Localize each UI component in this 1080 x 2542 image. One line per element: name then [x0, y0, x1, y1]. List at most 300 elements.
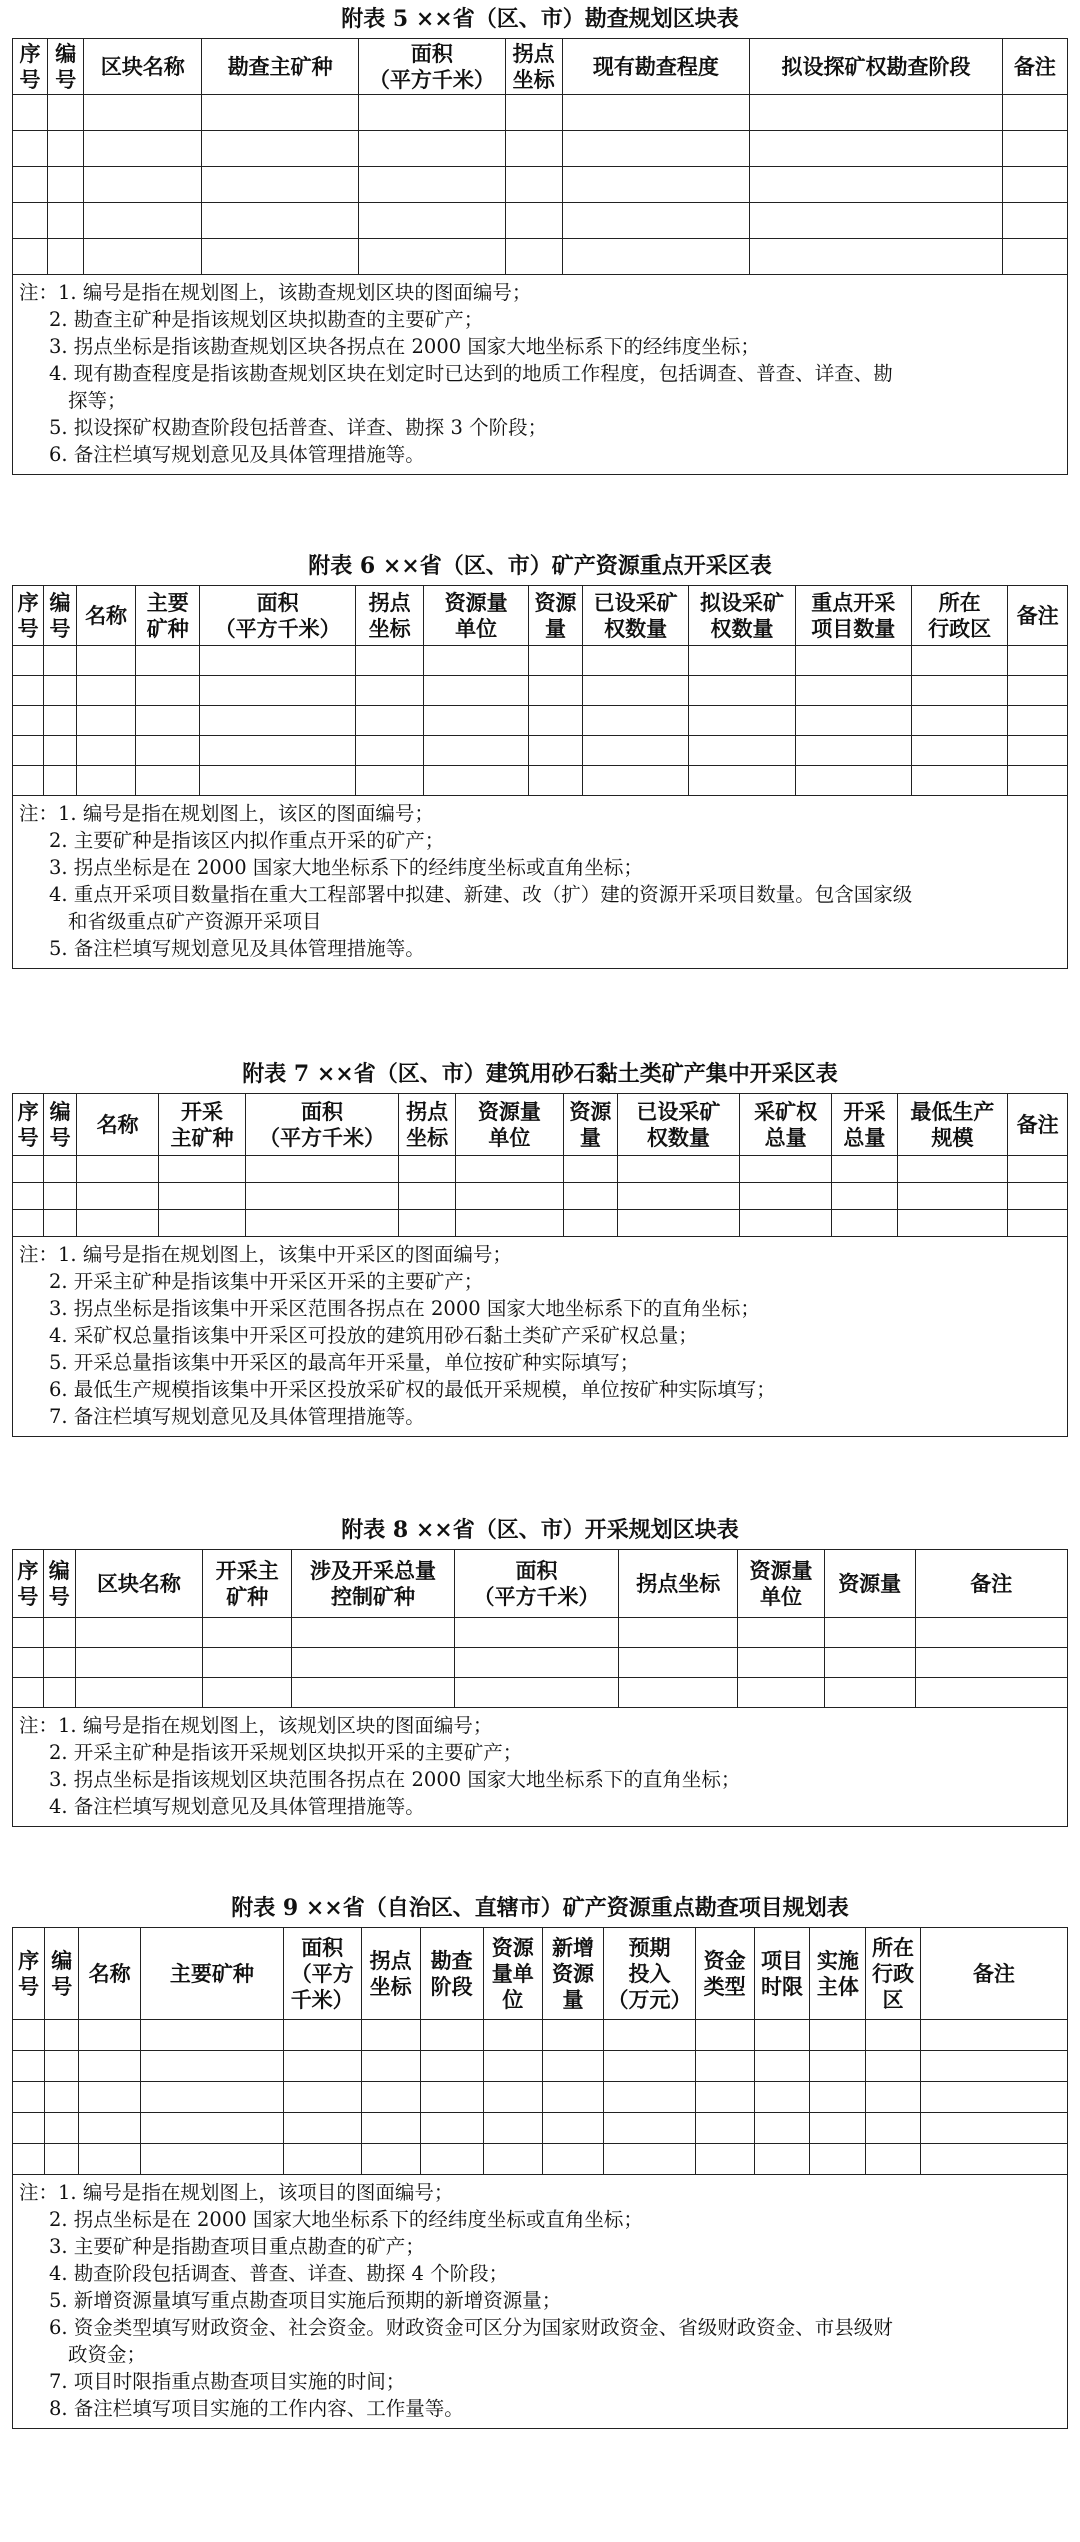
note-line: [19, 279, 1061, 306]
table-cell[interactable]: [420, 2144, 483, 2175]
table-cell[interactable]: [44, 646, 77, 676]
table-cell[interactable]: [44, 706, 77, 736]
table-cell[interactable]: [529, 676, 583, 706]
table-cell[interactable]: [582, 766, 688, 796]
table-row: [13, 1618, 1068, 1648]
table-cell[interactable]: [897, 1183, 1008, 1210]
table-cell[interactable]: [750, 167, 1003, 203]
table-cell[interactable]: [1008, 736, 1068, 766]
table-cell[interactable]: [140, 2113, 283, 2144]
table-cell[interactable]: [44, 1210, 77, 1237]
table-cell[interactable]: [754, 2020, 810, 2051]
table-cell[interactable]: [1002, 203, 1067, 239]
table-title: 附表 7 ××省（区、市）建筑用砂石黏土类矿产集中开采区表: [242, 1061, 838, 1087]
table-cell[interactable]: [76, 736, 136, 766]
note-text: 3. 拐点坐标是指该勘查规划区块各拐点在 2000 国家大地坐标系下的经纬度坐标；: [49, 335, 760, 358]
table-cell[interactable]: [84, 95, 202, 131]
table-cell[interactable]: [47, 167, 84, 203]
table-cell[interactable]: [359, 167, 505, 203]
note-text: 政资金；: [68, 2343, 147, 2366]
column-header: 预期 投入 （万元）: [604, 1928, 695, 2020]
table-cell[interactable]: [45, 2113, 79, 2144]
table-cell[interactable]: [283, 2144, 361, 2175]
table-cell[interactable]: [79, 2020, 141, 2051]
note-text: 4. 重点开采项目数量指在重大工程部署中拟建、新建、改（扩）建的资源开采项目数量。包含国家级: [49, 883, 913, 906]
table-cell[interactable]: [562, 167, 749, 203]
table-cell[interactable]: [159, 1210, 246, 1237]
table-cell[interactable]: [695, 2082, 754, 2113]
table-cell[interactable]: [483, 2051, 542, 2082]
table-cell[interactable]: [563, 1156, 617, 1183]
table-cell[interactable]: [562, 131, 749, 167]
table-cell[interactable]: [13, 676, 44, 706]
table-cell[interactable]: [1008, 766, 1068, 796]
table-cell[interactable]: [617, 1156, 739, 1183]
table-cell[interactable]: [824, 1648, 915, 1678]
table-cell[interactable]: [915, 1678, 1067, 1708]
table-cell[interactable]: [13, 131, 48, 167]
table-cell[interactable]: [292, 1648, 454, 1678]
table-cell[interactable]: [454, 1678, 619, 1708]
table-cell[interactable]: [689, 706, 795, 736]
table-cell[interactable]: [542, 2051, 604, 2082]
table-cell[interactable]: [695, 2051, 754, 2082]
table-cell[interactable]: [399, 1156, 456, 1183]
table-cell[interactable]: [750, 239, 1003, 275]
table-cell[interactable]: [424, 706, 529, 736]
table-cell[interactable]: [356, 676, 424, 706]
column-header: 资源 量: [563, 1094, 617, 1156]
table-cell[interactable]: [13, 646, 44, 676]
table-cell[interactable]: [915, 1648, 1067, 1678]
table-cell[interactable]: [1008, 646, 1068, 676]
table-cell[interactable]: [563, 1210, 617, 1237]
table-cell[interactable]: [47, 239, 84, 275]
table-cell[interactable]: [44, 766, 77, 796]
table-cell[interactable]: [604, 2144, 695, 2175]
note-text: 6. 最低生产规模指该集中开采区投放采矿权的最低开采规模，单位按矿种实际填写；: [49, 1378, 776, 1401]
table-cell[interactable]: [79, 2051, 141, 2082]
column-header: 现有勘查程度: [562, 39, 749, 95]
table-cell[interactable]: [13, 2082, 45, 2113]
table-cell[interactable]: [361, 2020, 420, 2051]
table-cell[interactable]: [44, 676, 77, 706]
table-cell[interactable]: [562, 239, 749, 275]
table-cell[interactable]: [866, 2144, 920, 2175]
table-cell[interactable]: [542, 2144, 604, 2175]
table-cell[interactable]: [359, 203, 505, 239]
table-cell[interactable]: [911, 766, 1007, 796]
table-cell[interactable]: [754, 2144, 810, 2175]
table-cell[interactable]: [399, 1210, 456, 1237]
table-notes: [12, 275, 1068, 475]
table-cell[interactable]: [738, 1648, 825, 1678]
appendix-table-5: [12, 6, 1068, 475]
table-cell[interactable]: [75, 1678, 202, 1708]
table-cell[interactable]: [76, 1183, 158, 1210]
table-cell[interactable]: [604, 2020, 695, 2051]
table-cell[interactable]: [361, 2113, 420, 2144]
table-cell[interactable]: [283, 2051, 361, 2082]
table-cell[interactable]: [44, 736, 77, 766]
table-cell[interactable]: [245, 1183, 398, 1210]
table-cell[interactable]: [1008, 676, 1068, 706]
table-row: [13, 1648, 1068, 1678]
table-cell[interactable]: [505, 131, 562, 167]
table-cell[interactable]: [200, 646, 356, 676]
table-cell[interactable]: [140, 2020, 283, 2051]
table-cell[interactable]: [424, 646, 529, 676]
table-cell[interactable]: [810, 2020, 866, 2051]
table-cell[interactable]: [454, 1648, 619, 1678]
table-cell[interactable]: [420, 2082, 483, 2113]
table-cell[interactable]: [136, 736, 200, 766]
table-cell[interactable]: [619, 1678, 738, 1708]
column-header: 最低生产 规模: [897, 1094, 1008, 1156]
table-cell[interactable]: [1002, 239, 1067, 275]
table-cell[interactable]: [13, 2113, 45, 2144]
table-cell[interactable]: [200, 766, 356, 796]
table-cell[interactable]: [13, 706, 44, 736]
table-cell[interactable]: [202, 239, 359, 275]
table-cell[interactable]: [866, 2082, 920, 2113]
table-cell[interactable]: [136, 706, 200, 736]
table-cell[interactable]: [824, 1618, 915, 1648]
table-cell[interactable]: [356, 646, 424, 676]
table-cell[interactable]: [920, 2020, 1067, 2051]
table-cell[interactable]: [866, 2051, 920, 2082]
table-cell[interactable]: [283, 2113, 361, 2144]
table-cell[interactable]: [45, 2082, 79, 2113]
data-table: [12, 1093, 1068, 1237]
table-cell[interactable]: [582, 736, 688, 766]
table-cell[interactable]: [455, 1156, 563, 1183]
table-cell[interactable]: [1002, 95, 1067, 131]
table-cell[interactable]: [529, 706, 583, 736]
table-row: [13, 1210, 1068, 1237]
table-cell[interactable]: [529, 736, 583, 766]
table-cell[interactable]: [283, 2082, 361, 2113]
table-row: [13, 766, 1068, 796]
table-cell[interactable]: [750, 95, 1003, 131]
table-row: [13, 167, 1068, 203]
table-cell[interactable]: [84, 131, 202, 167]
table-cell[interactable]: [203, 1678, 292, 1708]
table-cell[interactable]: [795, 736, 911, 766]
table-cell[interactable]: [283, 2020, 361, 2051]
table-title: 附表 5 ××省（区、市）勘查规划区块表: [341, 6, 739, 32]
table-cell[interactable]: [45, 2051, 79, 2082]
table-cell[interactable]: [76, 706, 136, 736]
table-cell[interactable]: [562, 203, 749, 239]
table-cell[interactable]: [750, 203, 1003, 239]
table-cell[interactable]: [739, 1156, 831, 1183]
table-cell[interactable]: [810, 2051, 866, 2082]
note-text: 6. 备注栏填写规划意见及具体管理措施等。: [49, 443, 425, 466]
table-cell[interactable]: [455, 1183, 563, 1210]
table-cell[interactable]: [483, 2144, 542, 2175]
table-cell[interactable]: [754, 2051, 810, 2082]
column-header: 拟设采矿 权数量: [689, 586, 795, 646]
table-cell[interactable]: [43, 1678, 75, 1708]
table-cell[interactable]: [617, 1210, 739, 1237]
table-cell[interactable]: [13, 167, 48, 203]
table-cell[interactable]: [13, 1648, 44, 1678]
table-cell[interactable]: [203, 1648, 292, 1678]
table-cell[interactable]: [542, 2113, 604, 2144]
table-cell[interactable]: [359, 95, 505, 131]
table-cell[interactable]: [361, 2144, 420, 2175]
table-cell[interactable]: [750, 131, 1003, 167]
table-cell[interactable]: [84, 167, 202, 203]
table-cell[interactable]: [1008, 1210, 1068, 1237]
table-cell[interactable]: [356, 736, 424, 766]
table-cell[interactable]: [356, 766, 424, 796]
table-cell[interactable]: [582, 706, 688, 736]
table-cell[interactable]: [200, 736, 356, 766]
table-cell[interactable]: [200, 676, 356, 706]
table-cell[interactable]: [13, 2051, 45, 2082]
table-cell[interactable]: [292, 1678, 454, 1708]
table-cell[interactable]: [13, 766, 44, 796]
table-cell[interactable]: [920, 2144, 1067, 2175]
table-cell[interactable]: [13, 1210, 44, 1237]
table-notes: [12, 2175, 1068, 2429]
table-cell[interactable]: [824, 1678, 915, 1708]
note-line: [19, 2179, 1061, 2206]
table-cell[interactable]: [424, 736, 529, 766]
table-cell[interactable]: [810, 2082, 866, 2113]
table-cell[interactable]: [754, 2113, 810, 2144]
table-cell[interactable]: [738, 1678, 825, 1708]
note-line: [19, 881, 1061, 908]
note-line: [19, 827, 1061, 854]
note-line: [19, 441, 1061, 468]
table-cell[interactable]: [562, 95, 749, 131]
table-cell[interactable]: [13, 95, 48, 131]
table-cell[interactable]: [689, 646, 795, 676]
table-cell[interactable]: [483, 2020, 542, 2051]
table-cell[interactable]: [47, 131, 84, 167]
table-cell[interactable]: [13, 1183, 44, 1210]
table-cell[interactable]: [483, 2113, 542, 2144]
table-cell[interactable]: [505, 239, 562, 275]
table-cell[interactable]: [13, 203, 48, 239]
table-cell[interactable]: [866, 2113, 920, 2144]
table-cell[interactable]: [795, 676, 911, 706]
table-cell[interactable]: [604, 2113, 695, 2144]
table-cell[interactable]: [911, 706, 1007, 736]
note-text: 2. 勘查主矿种是指该规划区块拟勘查的主要矿产；: [49, 308, 484, 331]
column-header: 备注: [920, 1928, 1067, 2020]
table-cell[interactable]: [45, 2020, 79, 2051]
table-cell[interactable]: [424, 676, 529, 706]
table-cell[interactable]: [44, 1156, 77, 1183]
table-cell[interactable]: [420, 2020, 483, 2051]
data-table: [12, 585, 1068, 796]
table-row: [13, 2051, 1068, 2082]
table-cell[interactable]: [505, 203, 562, 239]
column-header: 序 号: [13, 1928, 45, 2020]
table-cell[interactable]: [361, 2051, 420, 2082]
note-text: 3. 主要矿种是指勘查项目重点勘查的矿产；: [49, 2235, 425, 2258]
column-header: 拐点坐标: [619, 1550, 738, 1618]
table-cell[interactable]: [140, 2144, 283, 2175]
table-cell[interactable]: [79, 2144, 141, 2175]
table-cell[interactable]: [76, 1156, 158, 1183]
table-cell[interactable]: [292, 1618, 454, 1648]
table-cell[interactable]: [695, 2113, 754, 2144]
column-header: 开采主 矿种: [203, 1550, 292, 1618]
column-header: 资源量 单位: [455, 1094, 563, 1156]
table-cell[interactable]: [529, 766, 583, 796]
table-cell[interactable]: [245, 1210, 398, 1237]
table-cell[interactable]: [754, 2082, 810, 2113]
table-cell[interactable]: [911, 736, 1007, 766]
table-cell[interactable]: [76, 766, 136, 796]
table-cell[interactable]: [140, 2082, 283, 2113]
table-cell[interactable]: [202, 167, 359, 203]
table-cell[interactable]: [911, 646, 1007, 676]
table-cell[interactable]: [915, 1618, 1067, 1648]
table-cell[interactable]: [810, 2144, 866, 2175]
table-cell[interactable]: [505, 95, 562, 131]
table-cell[interactable]: [76, 1210, 158, 1237]
table-cell[interactable]: [361, 2082, 420, 2113]
table-cell[interactable]: [420, 2113, 483, 2144]
table-cell[interactable]: [136, 676, 200, 706]
table-cell[interactable]: [420, 2051, 483, 2082]
column-header: 名称: [76, 586, 136, 646]
table-cell[interactable]: [44, 1183, 77, 1210]
table-cell[interactable]: [689, 676, 795, 706]
table-cell[interactable]: [1002, 131, 1067, 167]
table-cell[interactable]: [832, 1156, 897, 1183]
table-cell[interactable]: [563, 1183, 617, 1210]
table-cell[interactable]: [359, 239, 505, 275]
note-text: 1. 编号是指在规划图上，该区的图面编号；: [58, 802, 434, 825]
table-cell[interactable]: [695, 2020, 754, 2051]
table-cell[interactable]: [455, 1210, 563, 1237]
table-cell[interactable]: [920, 2051, 1067, 2082]
table-cell[interactable]: [245, 1156, 398, 1183]
table-cell[interactable]: [832, 1210, 897, 1237]
table-title: 附表 8 ××省（区、市）开采规划区块表: [341, 1517, 739, 1543]
table-cell[interactable]: [203, 1618, 292, 1648]
table-cell[interactable]: [897, 1156, 1008, 1183]
table-cell[interactable]: [136, 766, 200, 796]
note-line: [19, 2314, 1061, 2341]
table-cell[interactable]: [920, 2113, 1067, 2144]
table-cell[interactable]: [582, 676, 688, 706]
table-cell[interactable]: [897, 1210, 1008, 1237]
table-cell[interactable]: [542, 2082, 604, 2113]
table-cell[interactable]: [47, 203, 84, 239]
note-line: [19, 2341, 1061, 2368]
table-cell[interactable]: [202, 131, 359, 167]
table-cell[interactable]: [795, 646, 911, 676]
table-cell[interactable]: [13, 1678, 44, 1708]
table-cell[interactable]: [832, 1183, 897, 1210]
table-cell[interactable]: [76, 676, 136, 706]
table-cell[interactable]: [399, 1183, 456, 1210]
table-cell[interactable]: [79, 2113, 141, 2144]
table-cell[interactable]: [75, 1648, 202, 1678]
table-cell[interactable]: [424, 766, 529, 796]
table-cell[interactable]: [505, 167, 562, 203]
table-cell[interactable]: [483, 2082, 542, 2113]
table-cell[interactable]: [542, 2020, 604, 2051]
table-cell[interactable]: [866, 2020, 920, 2051]
table-cell[interactable]: [140, 2051, 283, 2082]
table-cell[interactable]: [1008, 706, 1068, 736]
column-header: 编 号: [44, 586, 77, 646]
note-line: [19, 360, 1061, 387]
table-cell[interactable]: [159, 1183, 246, 1210]
table-cell[interactable]: [13, 1156, 44, 1183]
table-cell[interactable]: [75, 1618, 202, 1648]
table-cell[interactable]: [43, 1648, 75, 1678]
table-cell[interactable]: [617, 1183, 739, 1210]
table-cell[interactable]: [13, 2144, 45, 2175]
table-cell[interactable]: [1008, 1156, 1068, 1183]
column-header: 实施 主体: [810, 1928, 866, 2020]
table-cell[interactable]: [136, 646, 200, 676]
table-cell[interactable]: [920, 2082, 1067, 2113]
table-cell[interactable]: [359, 131, 505, 167]
table-cell[interactable]: [79, 2082, 141, 2113]
table-cell[interactable]: [454, 1618, 619, 1648]
table-cell[interactable]: [619, 1618, 738, 1648]
table-cell[interactable]: [911, 676, 1007, 706]
table-cell[interactable]: [1008, 1183, 1068, 1210]
data-table: [12, 1927, 1068, 2175]
table-cell[interactable]: [810, 2113, 866, 2144]
note-text: 1. 编号是指在规划图上，该项目的图面编号；: [58, 2181, 454, 2204]
table-cell[interactable]: [1002, 167, 1067, 203]
table-cell[interactable]: [604, 2051, 695, 2082]
table-cell[interactable]: [76, 646, 136, 676]
appendix-table-8: [12, 1517, 1068, 1827]
table-cell[interactable]: [202, 203, 359, 239]
table-cell[interactable]: [13, 239, 48, 275]
table-cell[interactable]: [13, 736, 44, 766]
table-cell[interactable]: [739, 1210, 831, 1237]
table-cell[interactable]: [202, 95, 359, 131]
table-cell[interactable]: [689, 766, 795, 796]
table-cell[interactable]: [159, 1156, 246, 1183]
table-cell[interactable]: [13, 2020, 45, 2051]
table-cell[interactable]: [739, 1183, 831, 1210]
table-cell[interactable]: [604, 2082, 695, 2113]
table-cell[interactable]: [47, 95, 84, 131]
table-cell[interactable]: [795, 766, 911, 796]
table-cell[interactable]: [45, 2144, 79, 2175]
table-cell[interactable]: [356, 706, 424, 736]
table-cell[interactable]: [738, 1618, 825, 1648]
table-cell[interactable]: [200, 706, 356, 736]
table-cell[interactable]: [582, 646, 688, 676]
table-cell[interactable]: [695, 2144, 754, 2175]
table-cell[interactable]: [43, 1618, 75, 1648]
table-cell[interactable]: [13, 1618, 44, 1648]
table-cell[interactable]: [529, 646, 583, 676]
table-cell[interactable]: [84, 239, 202, 275]
table-cell[interactable]: [795, 706, 911, 736]
table-cell[interactable]: [619, 1648, 738, 1678]
table-cell[interactable]: [689, 736, 795, 766]
table-cell[interactable]: [84, 203, 202, 239]
